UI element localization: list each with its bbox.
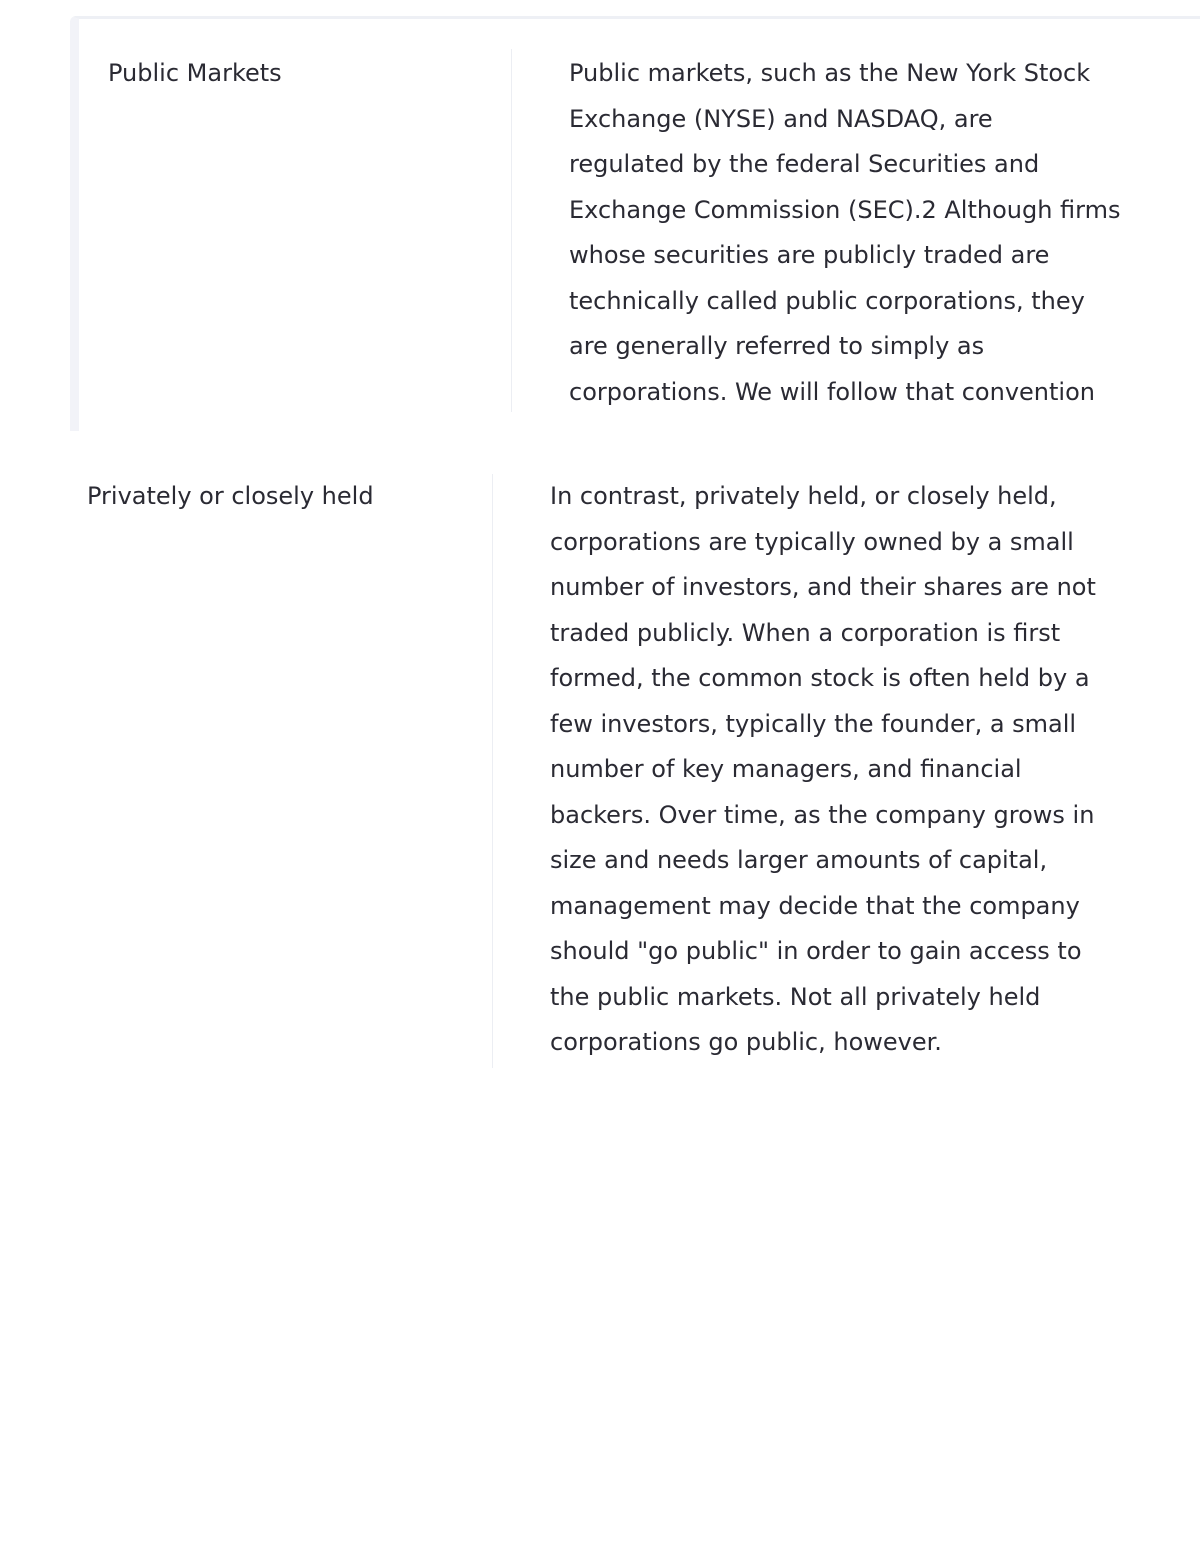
- definition-line: formed, the common stock is often held by a: [550, 664, 1090, 692]
- definition-line: the public markets. Not all privately held: [550, 982, 1041, 1011]
- definition-line: In contrast, privately held, or closely held,: [550, 482, 1057, 510]
- definition-line: Public markets, such as the New York Stock: [569, 59, 1091, 87]
- term-card-privately-held: [66, 458, 1200, 1078]
- definition-line: number of key managers, and financial: [550, 755, 1022, 783]
- definition-line: corporations. We will follow that convention: [569, 377, 1095, 406]
- definition-line: backers. Over time, as the company grows in: [550, 800, 1095, 829]
- term-card-public-markets: [70, 16, 1200, 431]
- definition-line: Exchange (NYSE) and NASDAQ, are: [569, 104, 993, 133]
- definition-line: should "go public" in order to gain access to: [550, 937, 1082, 965]
- column-divider: [492, 474, 493, 1068]
- definition-line: Exchange Commission (SEC).2 Although firms: [569, 195, 1121, 224]
- definition-line: traded publicly. When a corporation is first: [550, 618, 1061, 647]
- definition-line: regulated by the federal Securities and: [569, 150, 1040, 178]
- term-definition: [550, 474, 1096, 1066]
- definition-line: size and needs larger amounts of capital,: [550, 846, 1048, 874]
- term-definition: [569, 51, 1121, 415]
- definition-line: corporations go public, however.: [550, 1028, 942, 1056]
- term-label: Public Markets: [108, 59, 282, 87]
- definition-line: corporations are typically owned by a small: [550, 527, 1074, 556]
- definition-line: are generally referred to simply as: [569, 332, 985, 360]
- definition-line: whose securities are publicly traded are: [569, 241, 1050, 269]
- definition-line: management may decide that the company: [550, 891, 1080, 920]
- column-divider: [511, 49, 512, 412]
- definition-line: technically called public corporations, they: [569, 286, 1085, 315]
- definition-line: few investors, typically the founder, a small: [550, 709, 1077, 738]
- definition-line: number of investors, and their shares are not: [550, 573, 1096, 601]
- term-label: Privately or closely held: [87, 482, 374, 510]
